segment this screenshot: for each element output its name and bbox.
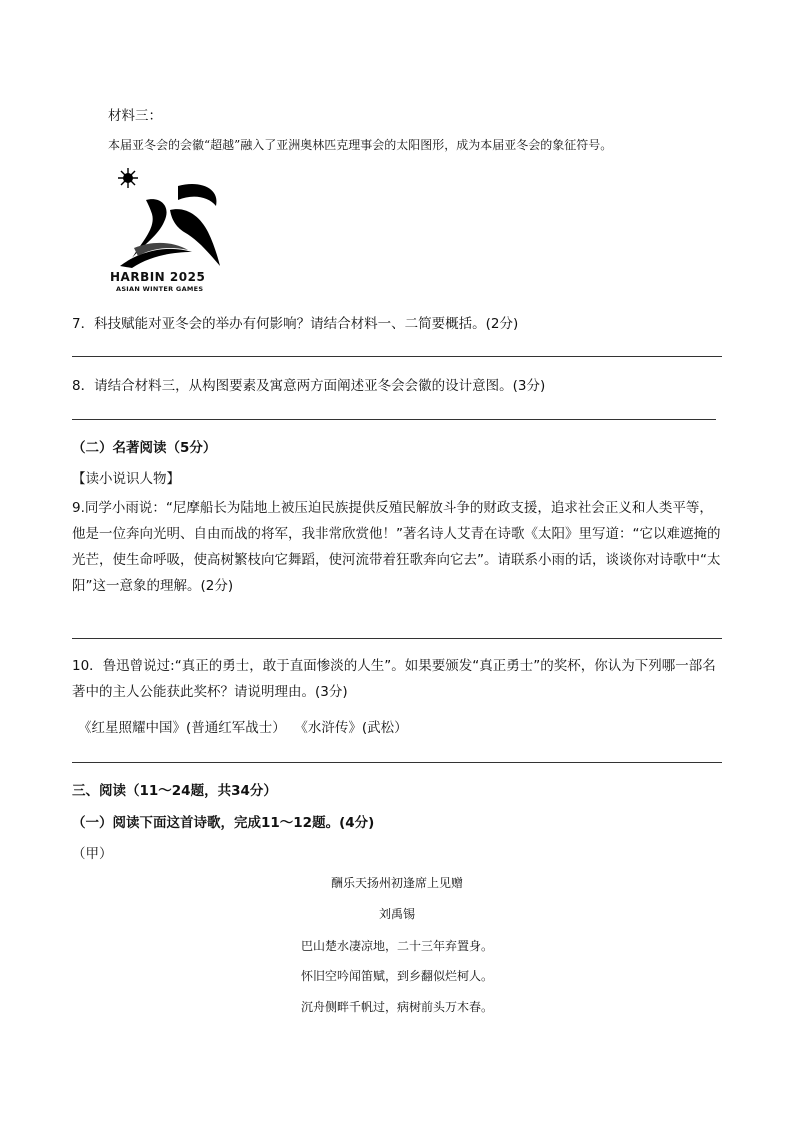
question-10-options: 《红星照耀中国》(普通红军战士） 《水浒传》(武松） — [78, 720, 408, 736]
section2-title: （二）名著阅读（5分） — [72, 440, 217, 456]
section3-part1: （一）阅读下面这首诗歌，完成11～12题。(4分) — [72, 815, 375, 831]
section3-title: 三、阅读（11～24题，共34分） — [72, 783, 277, 799]
question-10: 10．鲁迅曾说过:“真正的勇士，敢于直面惨淡的人生”。如果要颁发“真正勇士”的奖杯，你认为下列哪一部名著中的主人公能获此奖杯？请说明理由。(3分) — [72, 658, 716, 700]
section2-subtitle: 【读小说识人物】 — [72, 471, 180, 487]
poem-line: 巴山楚水凄凉地，二十三年弃置身。 — [300, 939, 493, 953]
poem-line: 沉舟侧畔千帆过，病树前头万木春。 — [300, 1000, 493, 1014]
question-9: 9.同学小雨说：“尼摩船长为陆地上被压迫民族提供反殖民解放斗争的财政支援，追求社会正义和人类平等，他是一位奔向光明、自由而战的将军，我非常欣赏他！”著名诗人艾青在诗歌《太阳》里写道：“它以难遮掩的光芒，使生命呼吸，使高树繁枝向它舞蹈，使河流带着狂歌奔向它去”。请联系小雨的话，谈谈你对诗歌中“太阳”这一意象的理解。(2分) — [72, 500, 721, 594]
material3-text: 本届亚冬会的会徽“超越”融入了亚洲奥林匹克理事会的太阳图形，成为本届亚冬会的象征符号。 — [108, 138, 613, 152]
question-8: 8．请结合材料三，从构图要素及寓意两方面阐述亚冬会会徽的设计意图。(3分) — [72, 378, 546, 394]
answer-line-9[interactable] — [72, 638, 722, 639]
poem-author: 刘禹锡 — [378, 907, 415, 921]
material3-heading: 材料三： — [108, 108, 162, 124]
logo-line1: HARBIN 2025 — [110, 270, 206, 284]
answer-line-10[interactable] — [72, 762, 722, 763]
answer-line-8[interactable] — [72, 419, 716, 420]
poem-title: 酬乐天扬州初逢席上见赠 — [330, 876, 463, 890]
question-7: 7．科技赋能对亚冬会的举办有何影响？请结合材料一、二简要概括。(2分) — [72, 316, 519, 332]
answer-line-7[interactable] — [72, 356, 722, 357]
section3-label: （甲） — [72, 846, 113, 862]
poem-line: 怀旧空吟闻笛赋，到乡翻似烂柯人。 — [300, 969, 493, 983]
logo-line2: ASIAN WINTER GAMES — [116, 285, 204, 293]
harbin-2025-logo-icon — [108, 166, 228, 296]
